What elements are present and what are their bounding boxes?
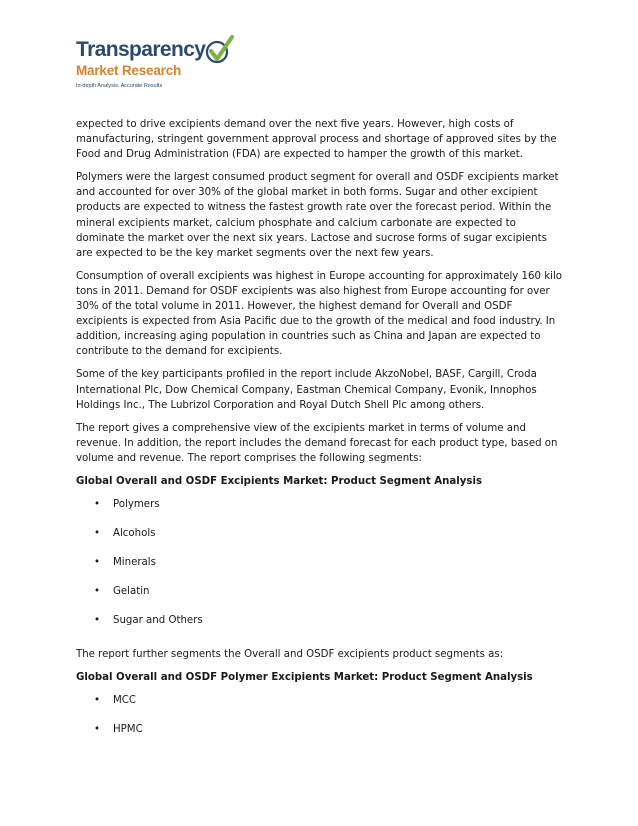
section-heading-product-segment: Global Overall and OSDF Excipients Market: Product Segment Analysis <box>76 475 483 487</box>
paragraph-intro: expected to drive excipients demand over the next five years. However, high costs of manufacturing, stringent government approval process and shortage of approved sites by the Food and Drug Administration (FDA) are expected to hamper the growth of this market. <box>76 119 557 161</box>
logo-title: Transparency <box>76 38 206 61</box>
bullet: • <box>94 724 101 736</box>
document-body <box>76 117 564 756</box>
paragraph-polymers: Polymers were the largest consumed product segment for overall and OSDF excipients market and accounted for over 30% of the global market in both forms. Sugar and other excipient products are expected to witness the fastest growth rate over the forecast period. Within the mineral excipients market, calcium phosphate and calcium carbonate are expected to dominate the market over the next six years. Lactose and sucrose forms of sugar excipients are expected to be the key market segments over the next few years. <box>76 172 559 259</box>
bullet: • <box>94 528 101 540</box>
checkmark-icon <box>204 34 236 68</box>
section-heading-polymer-segment: Global Overall and OSDF Polymer Excipients Market: Product Segment Analysis <box>76 672 533 684</box>
list-item <box>76 497 564 526</box>
list-item-label: HPMC <box>113 724 143 736</box>
list-item <box>76 613 564 642</box>
list-item-label: MCC <box>113 695 137 707</box>
bullet: • <box>94 557 101 569</box>
polymer-segment-list <box>76 693 564 751</box>
bullet: • <box>94 695 101 707</box>
list-item-label: Sugar and Others <box>113 615 203 627</box>
paragraph-consumption: Consumption of overall excipients was highest in Europe accounting for approximately 160 kilo tons in 2011. Demand for OSDF excipients was also highest from Europe accounting for over 30% of the total volume in 2011. However, the highest demand for Overall and OSDF excipients is expected from Asia Pacific due to the growth of the medical and food industry. In addition, increasing aging population in countries such as China and Japan are expected to contribute to the demand for excipients. <box>76 270 563 358</box>
paragraph-transition: The report further segments the Overall and OSDF excipients product segments as: <box>76 649 504 661</box>
list-item <box>76 722 564 751</box>
list-item-label: Minerals <box>113 557 156 569</box>
product-segment-list <box>76 497 564 642</box>
list-item <box>76 555 564 584</box>
paragraph-participants: Some of the key participants profiled in the report include AkzoNobel, BASF, Cargill, Croda International Plc, Dow Chemical Company, Eastman Chemical Company, Evonik, Innophos Holdings Inc., The Lubrizol Corporation and Royal Dutch Shell Plc among others. <box>76 369 537 411</box>
bullet: • <box>94 586 101 598</box>
list-item-label: Gelatin <box>113 586 150 598</box>
company-logo <box>76 36 246 96</box>
list-item-label: Polymers <box>113 499 160 511</box>
paragraph-report-overview: The report gives a comprehensive view of the excipients market in terms of volume and revenue. In addition, the report includes the demand forecast for each product type, based on volume and revenue. The report comprises the following segments: <box>76 422 558 464</box>
bullet: • <box>94 499 101 511</box>
list-item <box>76 693 564 722</box>
logo-subtitle: Market Research <box>76 63 182 78</box>
list-item <box>76 526 564 555</box>
logo-tagline: In-depth Analysis. Accurate Results <box>76 83 163 89</box>
list-item-label: Alcohols <box>113 528 156 540</box>
bullet: • <box>94 615 101 627</box>
list-item <box>76 584 564 613</box>
